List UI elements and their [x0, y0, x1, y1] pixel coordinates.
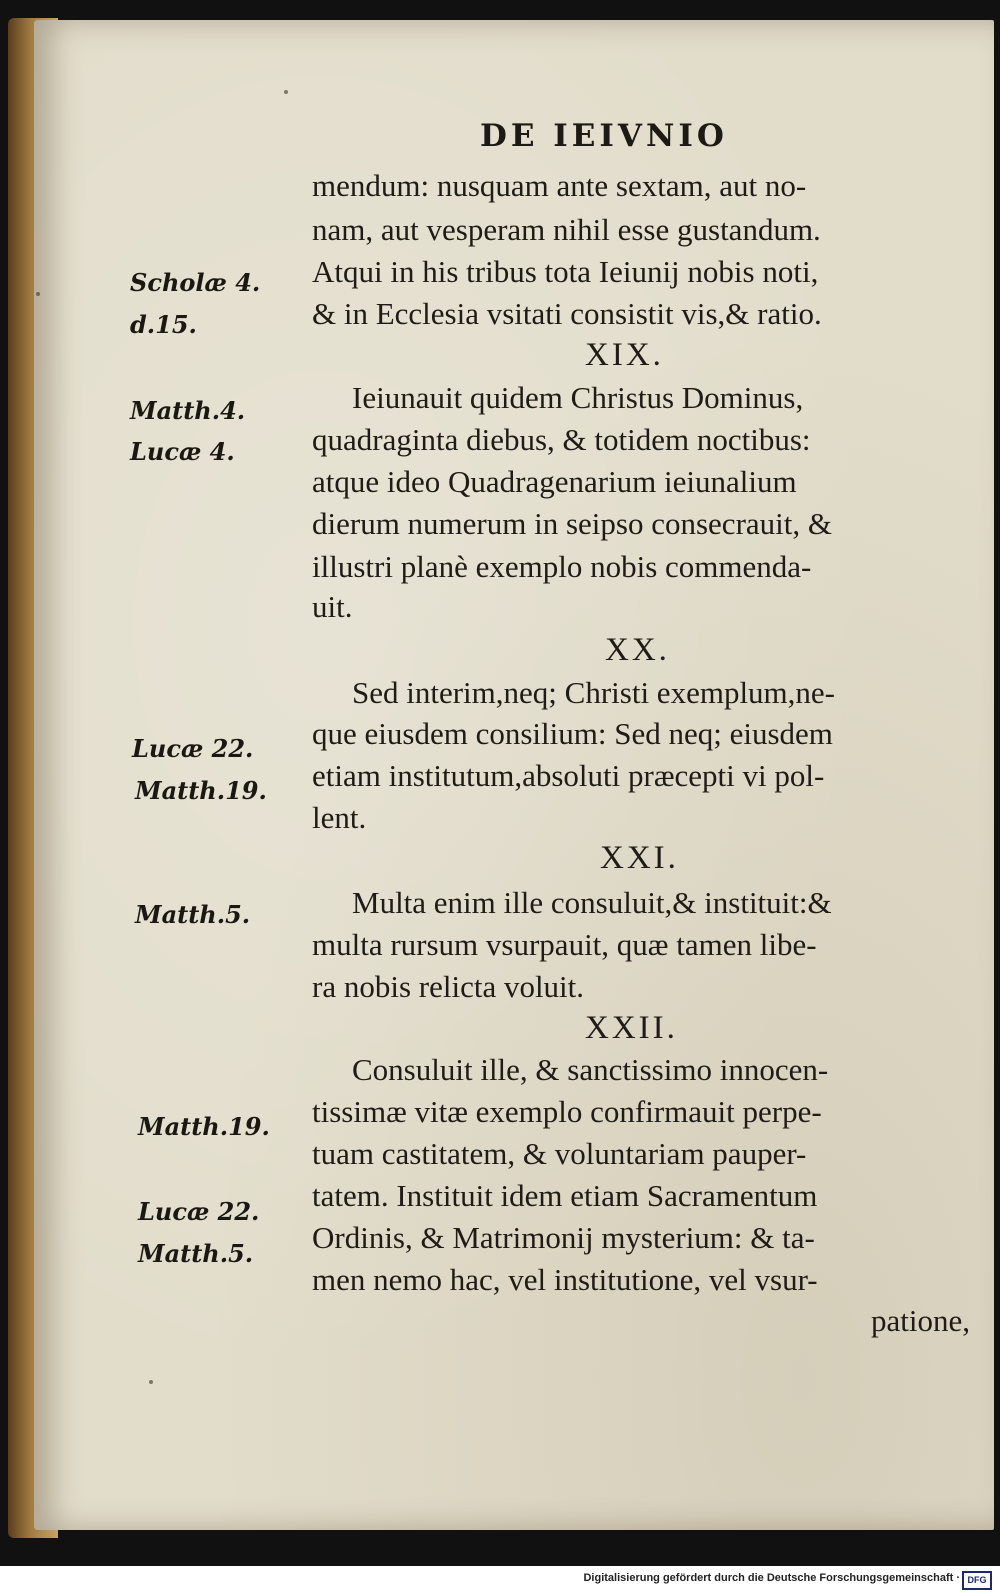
margin-note: d.15. [130, 310, 197, 339]
text-line: men nemo hac, vel institutione, vel vsur- [312, 1262, 818, 1297]
margin-note: Lucæ 22. [132, 734, 254, 763]
text-line: tatem. Instituit idem etiam Sacramentum [312, 1178, 818, 1213]
margin-note: Lucæ 22. [138, 1197, 260, 1226]
text-line: atque ideo Quadragenarium ieiunalium [312, 464, 797, 499]
text-line: tissimæ vitæ exemplo confirmauit perpe- [312, 1094, 822, 1129]
text-line: ra nobis relicta voluit. [312, 969, 585, 1004]
footer-bar [0, 1566, 1000, 1593]
speck [36, 292, 40, 296]
text-line: quadraginta diebus, & totidem noctibus: [312, 422, 811, 457]
text-line: Consuluit ille, & sanctissimo innocen- [352, 1052, 829, 1087]
section-number: XIX. [585, 337, 664, 373]
text-line: Ieiunauit quidem Christus Dominus, [352, 380, 804, 415]
margin-note: Matth.4. [130, 396, 246, 425]
catchword: patione, [871, 1303, 970, 1338]
text-line: Multa enim ille consuluit,& instituit:& [352, 885, 832, 920]
text-line: nam, aut vesperam nihil esse gustandum. [312, 212, 821, 247]
text-line: lent. [312, 800, 367, 835]
text-line: dierum numerum in seipso consecrauit, & [312, 506, 832, 541]
section-number: XX. [605, 632, 670, 668]
text-line: & in Ecclesia vsitati consistit vis,& ratio. [312, 296, 822, 331]
margin-note: Matth.5. [135, 900, 251, 929]
section-number: XXII. [585, 1010, 678, 1046]
margin-note: Matth.19. [138, 1112, 270, 1141]
text-line: Ordinis, & Matrimonij mysterium: & ta- [312, 1220, 815, 1255]
margin-note: Lucæ 4. [130, 437, 235, 466]
margin-note: Matth.5. [138, 1239, 254, 1268]
margin-note: Matth.19. [135, 776, 267, 805]
text-line: illustri planè exemplo nobis commenda- [312, 549, 812, 584]
text-line: tuam castitatem, & voluntariam pauper- [312, 1136, 807, 1171]
funding-credit: Digitalisierung gefördert durch die Deutsche Forschungsgemeinschaft · [583, 1572, 960, 1584]
text-line: uit. [312, 589, 353, 624]
section-number: XXI. [600, 840, 679, 876]
margin-note: Scholæ 4. [130, 268, 261, 297]
text-line: Sed interim,neq; Christi exemplum,ne- [352, 675, 835, 710]
dfg-logo-icon: DFG [962, 1571, 992, 1590]
speck [284, 90, 288, 94]
text-line: mendum: nusquam ante sextam, aut no- [312, 168, 807, 203]
speck [149, 1380, 153, 1384]
text-line: Atqui in his tribus tota Ieiunij nobis noti, [312, 254, 819, 289]
text-line: multa rursum vsurpauit, quæ tamen libe- [312, 927, 817, 962]
text-line: que eiusdem consilium: Sed neq; eiusdem [312, 716, 833, 751]
text-line: etiam institutum,absoluti præcepti vi pol- [312, 758, 825, 793]
running-head: DE IEIVNIO [480, 118, 728, 154]
